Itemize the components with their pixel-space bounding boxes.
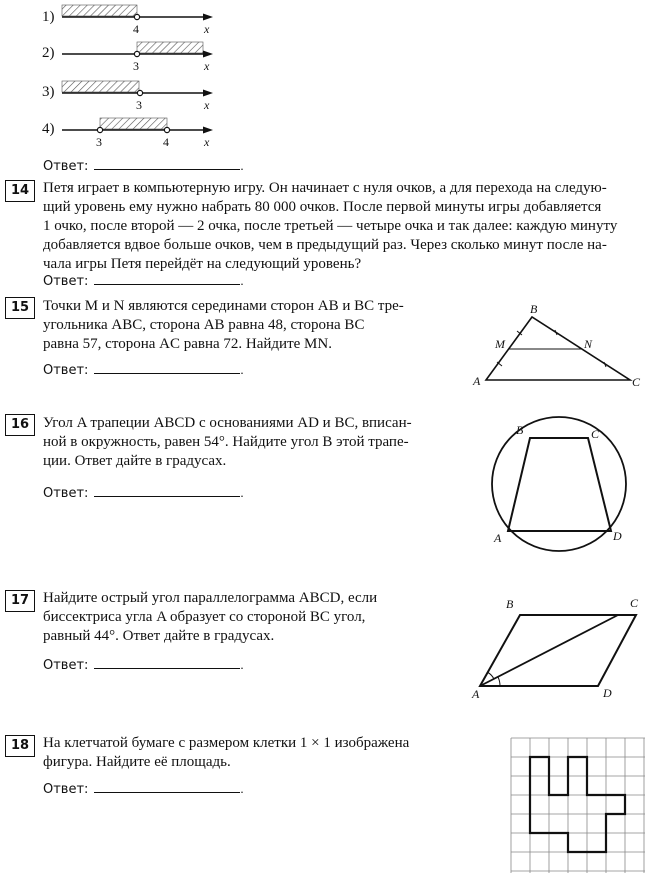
- text-line: На клетчатой бумаге с размером клетки 1 × 1 изображена: [43, 735, 410, 751]
- option-label-3: 3): [42, 84, 55, 100]
- text-line: равна 57, сторона AC равна 72. Найдите MN.: [43, 336, 332, 352]
- axis-var-label: x: [204, 59, 210, 73]
- answer-line[interactable]: [94, 361, 240, 374]
- question-14-text: [43, 179, 648, 274]
- question-16-text: [43, 414, 435, 471]
- answer-end: .: [240, 485, 244, 500]
- number-line-option-4: [62, 118, 213, 149]
- triangle-figure: [472, 302, 641, 389]
- option-label-2: 2): [42, 45, 55, 61]
- answer-field-18[interactable]: [43, 780, 244, 797]
- text-line: равный 44°. Ответ дайте в градусах.: [43, 628, 275, 644]
- answer-field-17[interactable]: [43, 656, 244, 673]
- question-number-14: 14: [5, 180, 35, 202]
- question-number-18: 18: [5, 735, 35, 757]
- vertex-label-b: B: [530, 302, 538, 316]
- grid-figure: [511, 738, 645, 873]
- text-line: фигура. Найдите её площадь.: [43, 754, 231, 770]
- question-17-text: [43, 589, 435, 646]
- answer-line[interactable]: [94, 780, 240, 793]
- answer-end: .: [240, 273, 244, 288]
- text-line: чала игры Петя перейдёт на следующий уровень?: [43, 256, 362, 272]
- number-line-option-3: [62, 81, 213, 112]
- question-number-15: 15: [5, 297, 35, 319]
- tick-label: 3: [96, 135, 102, 149]
- text-line: Найдите острый угол параллелограмма ABCD, если: [43, 590, 378, 606]
- text-line: Точки M и N являются серединами сторон AB и BC тре-: [43, 298, 404, 314]
- answer-end: .: [240, 781, 244, 796]
- vertex-label-d: D: [613, 529, 622, 543]
- vertex-label-d: D: [603, 686, 612, 700]
- text-line: угольника ABC, сторона AB равна 48, сторона BC: [43, 317, 365, 333]
- question-number-17: 17: [5, 590, 35, 612]
- inscribed-trapezoid-figure: [492, 417, 626, 551]
- answer-field-16[interactable]: [43, 484, 244, 501]
- option-label-1: 1): [42, 9, 55, 25]
- answer-end: .: [240, 158, 244, 173]
- vertex-label-c: C: [630, 596, 639, 610]
- question-18-text: [43, 734, 435, 772]
- answer-label: Ответ:: [43, 274, 89, 289]
- answer-label: Ответ:: [43, 486, 89, 501]
- text-line: биссектриса угла A образует со стороной BC угол,: [43, 609, 366, 625]
- answer-field-13[interactable]: [43, 157, 244, 174]
- answer-label: Ответ:: [43, 782, 89, 797]
- answer-label: Ответ:: [43, 658, 89, 673]
- text-line: добавляется вдвое больше очков, чем в предыдущий раз. Через сколько минут после на-: [43, 237, 607, 253]
- option-label-4: 4): [42, 121, 55, 137]
- question-number-16: 16: [5, 414, 35, 436]
- answer-end: .: [240, 657, 244, 672]
- text-line: ной в окружность, равен 54°. Найдите угол B этой трапе-: [43, 434, 409, 450]
- vertex-label-b: B: [506, 597, 514, 611]
- axis-var-label: x: [204, 98, 210, 112]
- answer-end: .: [240, 362, 244, 377]
- tick-label: 3: [136, 98, 142, 112]
- answer-label: Ответ:: [43, 159, 89, 174]
- parallelogram-figure: [471, 596, 639, 701]
- vertex-label-a: A: [494, 531, 502, 545]
- tick-label: 4: [163, 135, 169, 149]
- vertex-label-c: C: [632, 375, 641, 389]
- answer-line[interactable]: [94, 157, 240, 170]
- vertex-label-a: A: [472, 687, 480, 701]
- question-15-text: [43, 297, 435, 354]
- axis-var-label: x: [204, 22, 210, 36]
- vertex-label-a: A: [473, 374, 481, 388]
- text-line: 1 очко, после второй — 2 очка, после третьей — четыре очка и так далее: каждую минуту: [43, 218, 618, 234]
- text-line: Петя играет в компьютерную игру. Он начинает с нуля очков, а для перехода на следую-: [43, 180, 607, 196]
- answer-line[interactable]: [94, 272, 240, 285]
- vertex-label-c: C: [591, 427, 600, 441]
- answer-label: Ответ:: [43, 363, 89, 378]
- text-line: ции. Ответ дайте в градусах.: [43, 453, 227, 469]
- number-line-option-2: [62, 42, 213, 73]
- point-label-n: N: [584, 337, 593, 351]
- answer-line[interactable]: [94, 484, 240, 497]
- answer-field-14[interactable]: [43, 272, 244, 289]
- answer-field-15[interactable]: [43, 361, 244, 378]
- vertex-label-b: B: [516, 423, 524, 437]
- tick-label: 4: [133, 22, 139, 36]
- tick-label: 3: [133, 59, 139, 73]
- axis-var-label: x: [204, 135, 210, 149]
- text-line: Угол A трапеции ABCD с основаниями AD и BC, вписан-: [43, 415, 412, 431]
- answer-line[interactable]: [94, 656, 240, 669]
- number-line-option-1: [62, 5, 213, 36]
- point-label-m: M: [495, 337, 505, 351]
- text-line: щий уровень ему нужно набрать 80 000 очков. После первой минуты игры добавляется: [43, 199, 602, 215]
